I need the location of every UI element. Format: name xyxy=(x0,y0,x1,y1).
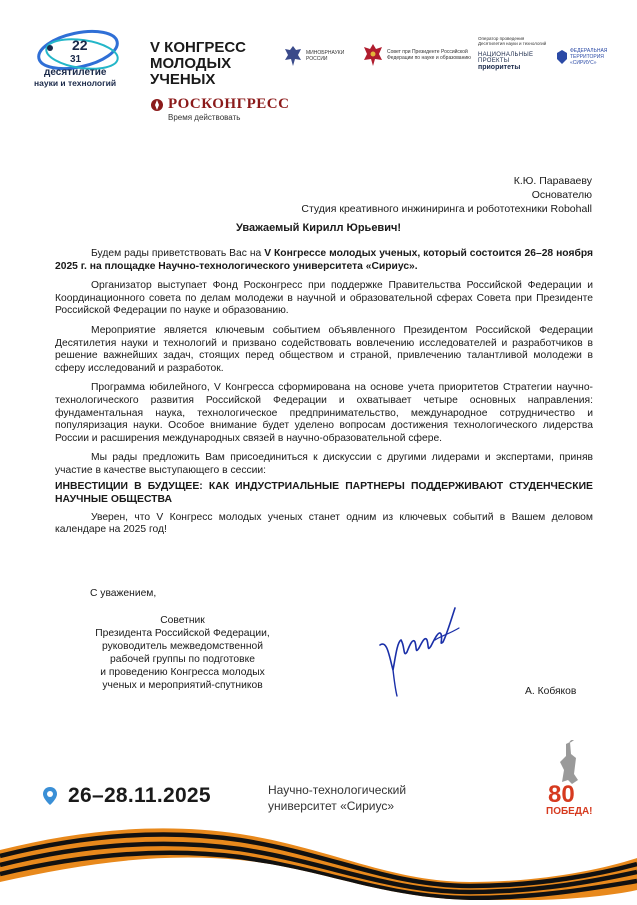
victory-number: 80 xyxy=(548,781,575,808)
sirius-emblem-icon xyxy=(556,49,568,65)
paragraph-4: Программа юбилейного, V Конгресса сформирована на основе учета приоритетов Стратегии научно-технологического развития Российской Федерации и охватывает четыре основных направления: фундаментальная наука, технологическое предпринимательство, международное сотрудничество и популяризация науки. Особое внимание будет уделено вопросам достижения технологического лидерства России и расширения международных связей в научно-образовательной сфере. xyxy=(55,382,593,444)
partner-national-projects xyxy=(478,36,550,71)
university-line-1: Научно-технологический xyxy=(268,783,407,797)
roscongress-logo xyxy=(150,96,289,122)
logo-number-bottom: 31 xyxy=(70,54,82,65)
session-title: ИНВЕСТИЦИИ В БУДУЩЕЕ: КАК ИНДУСТРИАЛЬНЫЕ ПАРТНЕРЫ ПОДДЕРЖИВАЮТ СТУДЕНЧЕСКИЕ НАУЧНЫЕ ОБЩЕСТВА xyxy=(55,480,593,505)
st-george-ribbon xyxy=(0,810,637,905)
paragraph-5: Мы рады предложить Вам присоединиться к дискуссии с другими лидерами и экспертами, приняв участие в качестве выступающего в сессии: xyxy=(55,452,593,476)
decade-logo-ring-icon xyxy=(30,28,130,90)
paragraph-1-bold: V Конгрессе молодых ученых, который состоится 26–28 ноября 2025 г. на площадке Научно-технологического университета «Сириус». xyxy=(55,248,593,272)
signer-line-6: ученых и мероприятий-спутников xyxy=(102,680,263,691)
partner-council xyxy=(362,42,477,68)
handwritten-signature xyxy=(375,600,465,705)
addressee-org: Студия креативного инжиниринга и робототехники Robohall xyxy=(301,203,592,215)
logo-line1: десятилетие xyxy=(44,67,107,78)
signer-surname: А. Кобяков xyxy=(525,686,577,697)
logo-line2: науки и технологий xyxy=(34,78,117,88)
closing: С уважением, xyxy=(90,588,157,599)
roscongress-emblem-icon xyxy=(150,98,164,112)
victory-word: ПОБЕДА! xyxy=(546,806,593,817)
paragraph-6: Уверен, что V Конгресс молодых ученых станет одним из ключевых событий в Вашем деловом календаре на 2025 год! xyxy=(55,511,593,536)
event-date: 26–28.11.2025 xyxy=(68,784,211,807)
signer-line-1: Советник xyxy=(160,615,205,626)
greeting: Уважаемый Кирилл Юрьевич! xyxy=(235,222,402,234)
paragraph-1-intro: Будем рады приветствовать Вас на xyxy=(91,248,265,259)
minobr-label: МИНОБРНАУКИ РОССИИ xyxy=(306,50,345,62)
signer-line-3: руководитель межведомственной xyxy=(102,641,263,652)
monument-icon xyxy=(560,742,578,784)
signer-line-5: и проведению Конгресса молодых xyxy=(100,667,265,678)
letter-body xyxy=(55,248,593,544)
logo-number-top: 22 xyxy=(72,37,88,53)
paragraph-3: Мероприятие является ключевым событием объявленного Президентом Российской Федерации Десятилетия науки и технологий и призвано содействовать вовлечению исследователей и разработчиков в решение важнейших задач, стоящих перед обществом и страной, привлечению талантливой молодежи в сферу исследований и разработок. xyxy=(55,324,593,374)
addressee-name: К.Ю. Параваеву xyxy=(513,175,592,187)
np-name: НАЦИОНАЛЬНЫЕ ПРОЕКТЫ xyxy=(478,52,534,64)
paragraph-2: Организатор выступает Фонд Росконгресс при поддержке Правительства Российской Федерации и Координационного совета по делам молодежи в научной и образовательной сферах Совета при Президенте Российской Федерации по науке и образованию. xyxy=(55,280,593,317)
decade-logo xyxy=(30,28,130,88)
roscongress-name: РОСКОНГРЕСС xyxy=(168,96,290,112)
state-emblem-icon xyxy=(362,42,384,68)
partner-minobr xyxy=(283,44,346,68)
addressee-position: Основателю xyxy=(531,189,592,201)
partner-sirius xyxy=(556,48,606,66)
congress-title: V КОНГРЕСС МОЛОДЫХ УЧЕНЫХ xyxy=(150,39,247,88)
signer-title xyxy=(75,614,290,692)
addressee-block xyxy=(301,174,592,216)
paragraph-1 xyxy=(55,248,593,273)
location-pin-icon xyxy=(42,786,58,811)
council-label: Совет при Президенте Российской Федерации по науке и образованию xyxy=(387,49,471,61)
university-line-2: университет «Сириус» xyxy=(268,799,395,813)
np-operator-label: Оператор проведения Десятилетия науки и технологий xyxy=(478,36,547,46)
signer-line-4: рабочей группы по подготовке xyxy=(110,654,255,665)
sirius-label: ФЕДЕРАЛЬНАЯ ТЕРРИТОРИЯ «СИРИУС» xyxy=(570,48,608,66)
np-sub: приоритеты xyxy=(478,64,521,71)
double-eagle-icon xyxy=(283,44,303,68)
roscongress-slogan: Время действовать xyxy=(168,113,241,122)
signer-line-2: Президента Российской Федерации, xyxy=(95,628,270,639)
